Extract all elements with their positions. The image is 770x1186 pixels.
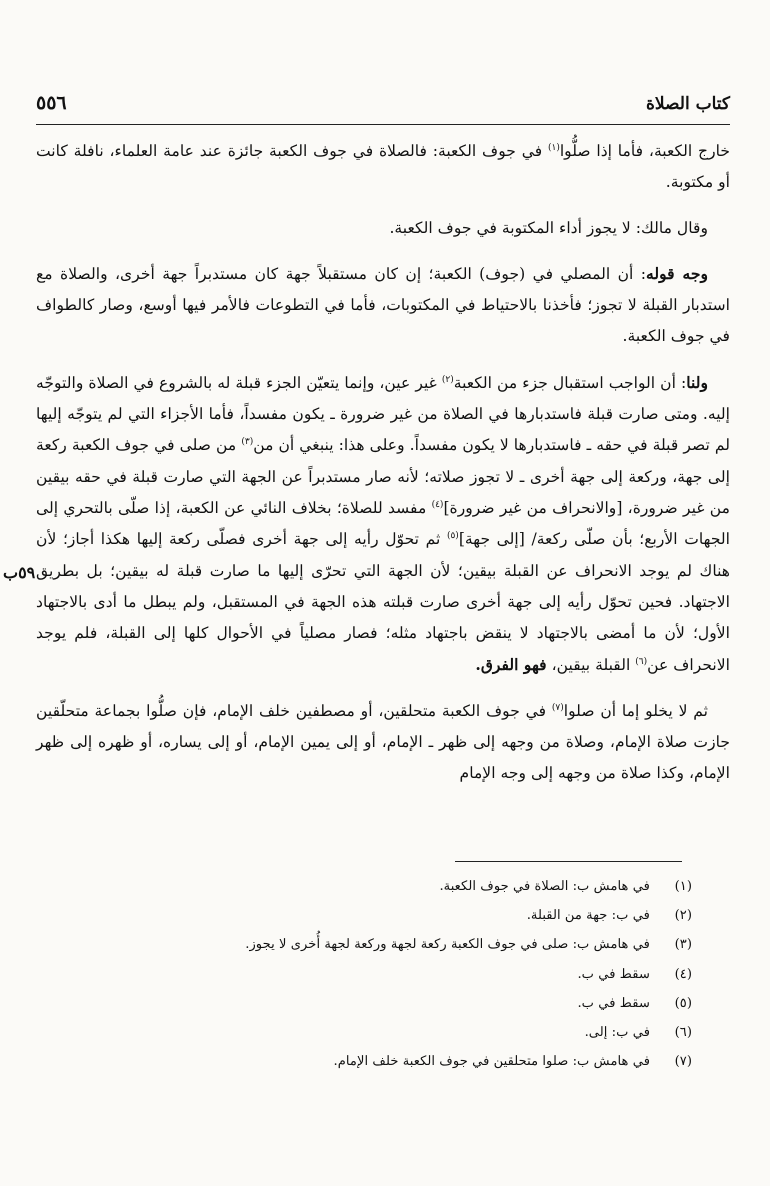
footnote-number: (٣) xyxy=(674,937,692,953)
footnote xyxy=(36,989,730,1018)
footnote-number: (٤) xyxy=(674,966,692,982)
footnote-separator xyxy=(455,861,682,862)
footnote-number: (٦) xyxy=(674,1025,692,1041)
footnote-ref: (٢) xyxy=(441,374,454,385)
footnote-number: (٢) xyxy=(674,908,692,924)
footnote-text: في هامش ب: صلى في جوف الكعبة ركعة لجهة وركعة لجهة أُخرى لا يجوز. xyxy=(245,937,650,953)
footnote-ref: (٣) xyxy=(241,437,254,448)
paragraph: خارج الكعبة، فأما إذا صلُّوا$^{(١)}$ في جوف الكعبة: فالصلاة في جوف الكعبة جائزة عند عامة العلماء، نافلة كانت أو مكتوبة. xyxy=(36,142,731,192)
footnote-number: (٧) xyxy=(674,1054,692,1070)
footnote-ref: (٦) xyxy=(635,657,648,668)
margin-folio-marker: ٥٩ب xyxy=(3,563,36,582)
header-rule xyxy=(36,124,730,125)
running-title: كتاب الصلاة xyxy=(645,94,730,114)
footnotes xyxy=(36,872,730,1076)
footnote-text: في ب: جهة من القبلة. xyxy=(526,908,650,924)
main-text xyxy=(36,136,730,790)
footnote xyxy=(36,872,730,901)
page-number: ٥٥٦ xyxy=(36,92,67,114)
footnote xyxy=(36,960,730,989)
footnote-text: في هامش ب: الصلاة في جوف الكعبة. xyxy=(439,879,650,894)
footnote-number: (٥) xyxy=(674,995,692,1011)
paragraph: وجه قوله: أن المصلي في (جوف) الكعبة؛ إن كان مستقبلاً جهة كان مستدبراً جهة أخرى، والصلاة مع استدبار القبلة لا تجوز؛ فأخذنا بالاحتياط في المكتوبات، فأما في التطوعات فالأمر فيها أوسع، وصار كالطواف في جوف الكعبة. xyxy=(36,263,730,346)
page-header xyxy=(36,88,730,118)
footnote-number: (١) xyxy=(674,879,692,894)
footnote-ref: (٤) xyxy=(431,499,444,510)
footnote-ref: (٧) xyxy=(551,702,564,713)
paragraph: وقال مالك: لا يجوز أداء المكتوبة في جوف الكعبة. xyxy=(389,218,708,237)
footnote xyxy=(36,1047,730,1076)
paragraph-conclusion: فهو الفرق. xyxy=(475,655,547,675)
footnote xyxy=(36,901,730,930)
paragraph: ولنا: أن الواجب استقبال جزء من الكعبة$^{(٢)}$ غير عين، وإنما يتعيّن الجزء قبلة له بالشروع في الصلاة والتوجّه إليه. ومتى صارت قبلة فاستدبارها في الصلاة من غير ضرورة ـ يكون مفسداً، فأما الأجزاء التي لم يتوجّه إليها لم تصر قبلة في حقه ـ فاستدبارها لا يكون مفسداً. وعلى هذا: ينبغي أن من$^{(٣)}$ من صلى في جوف الكعبة ركعة إلى جهة، وركعة إلى جهة أخرى ـ لا تجوز صلاته؛ لأنه صار مستدبراً عن الجهة التي صارت قبلة في حقه بيقين من غير ضرورة، [والانحراف من غير ضرورة]$^{(٤)}$ مفسد للصلاة؛ بخلاف النائي عن الكعبة، إذا صلّى بالتحري إلى الجهات الأربع؛ بأن صلّى ركعة/ [إلى جهة]$^{(٥)}$ ثم تحوّل رأيه إلى جهة أخرى فصلّى ركعة إليها هكذا أجاز؛ لأن هناك لم يوجد الانحراف عن القبلة بيقين؛ لأن الجهة التي تحرّى إليها ما صارت قبلة له بيقين؛ بل بطريق الاجتهاد. فحين تحوّل رأيه إلى جهة أخرى صارت قبلته هذه الجهة في المستقبل، ولم يبطل ما أدى بالاجتهاد الأول؛ لأن ما أمضى بالاجتهاد لا ينقض باجتهاد مثله؛ فصار مصلياً في الأحوال كلها إلى القبلة، فلم يوجد الانحراف عن$^{(٦)}$ القبلة بيقين، فهو الفرق. xyxy=(36,372,730,675)
footnote-text: سقط في ب. xyxy=(577,995,650,1011)
paragraph: ثم لا يخلو إما أن صلوا$^{(٧)}$ في جوف الكعبة متحلقين، أو مصطفين خلف الإمام، فإن صلُّوا بجماعة متحلّقين جازت صلاة الإمام، وصلاة من وجهه إلى ظهر ـ الإمام، أو إلى يمين الإمام، أو إلى يساره، أو ظهره إلى ظهر الإمام، وكذا صلاة من وجهه إلى وجه الإمام xyxy=(36,701,730,783)
footnote-ref: (١) xyxy=(547,142,560,153)
footnote-text: في هامش ب: صلوا متحلقين في جوف الكعبة خلف الإمام. xyxy=(333,1054,650,1070)
footnote-text: في ب: إلى. xyxy=(584,1025,650,1041)
footnote-text: سقط في ب. xyxy=(577,966,650,982)
footnote xyxy=(36,1018,730,1047)
footnote xyxy=(36,930,730,959)
footnote-ref: (٥) xyxy=(446,531,459,542)
paragraph-lead: ولنا xyxy=(686,372,708,392)
paragraph-lead: وجه قوله xyxy=(645,263,708,283)
